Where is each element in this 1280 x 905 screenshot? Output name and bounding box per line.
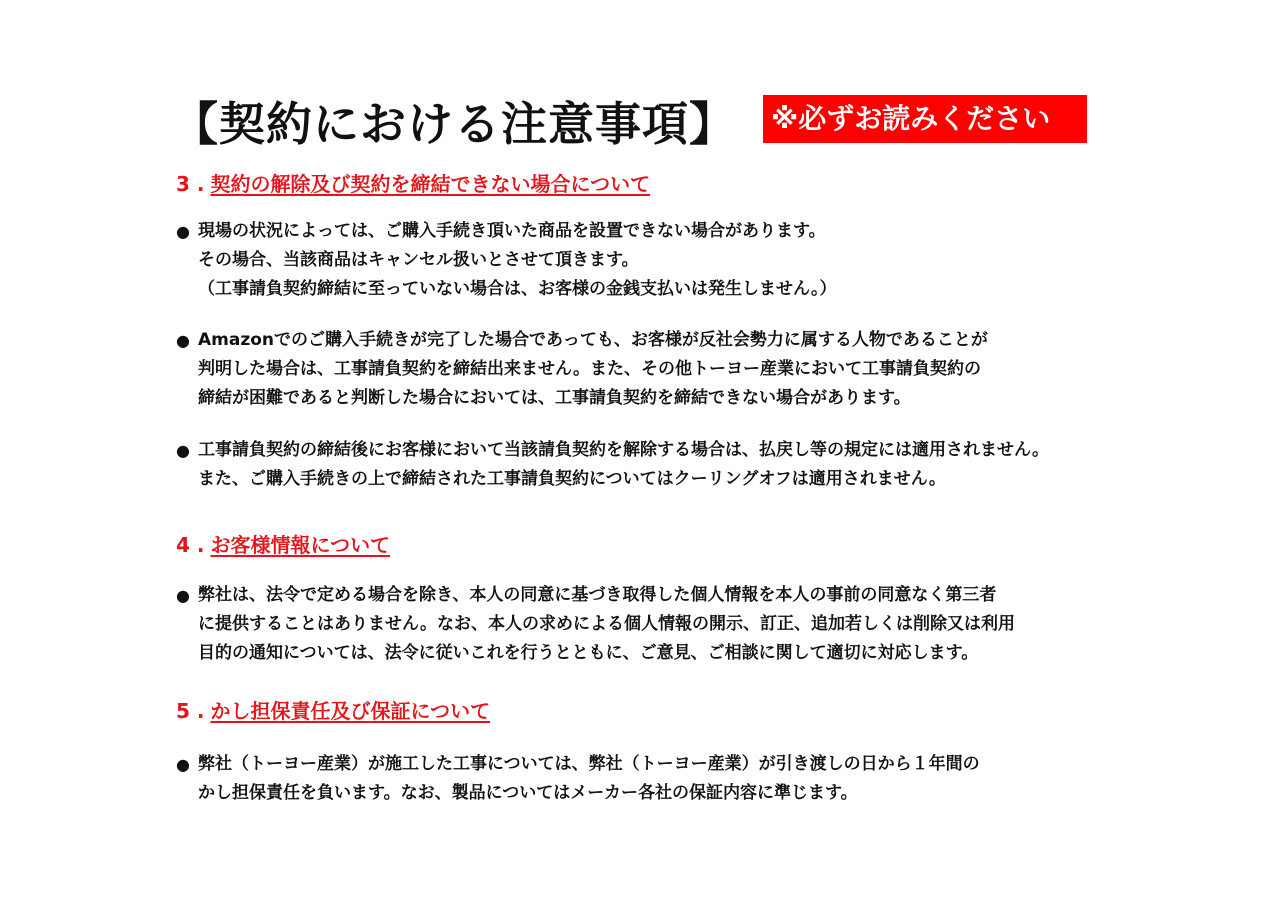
bullet-line: 判明した場合は、工事請負契約を締結出来ません。また、その他トーヨー産業において工事請負契約の [198, 359, 982, 379]
bullet-line: かし担保責任を負います。なお、製品についてはメーカー各社の保証内容に準じます。 [198, 783, 858, 803]
bullet-line: 締結が困難であると判断した場合においては、工事請負契約を締結できない場合があります。 [198, 388, 911, 408]
bullet-line: また、ご購入手続きの上で締結された工事請負契約についてはクーリングオフは適用されません。 [198, 469, 946, 489]
bullet-line: 工事請負契約の締結後にお客様において当該請負契約を解除する場合は、払戻し等の規定には適用されません。 [198, 440, 1050, 460]
bullet-dot-icon: ● [176, 441, 190, 460]
page-title: 【契約における注意事項】 [172, 97, 736, 151]
section-heading-warranty [176, 695, 490, 724]
bullet-item [176, 436, 1049, 494]
bullet-line: に提供することはありません。なお、本人の求めによる個人情報の開示、訂正、追加若しくは削除又は利用 [198, 614, 1016, 634]
bullet-item [176, 326, 988, 413]
section-title: 契約の解除及び契約を締結できない場合について [210, 172, 651, 196]
section-number: 4 . [176, 533, 205, 557]
section-number: 5 . [176, 699, 205, 723]
section-heading-customer-info [176, 529, 390, 558]
bullet-line: 弊社（トーヨー産業）が施工した工事については、弊社（トーヨー産業）が引き渡しの日から１年間の [198, 754, 980, 774]
bullet-line: 現場の状況によっては、ご購入手続き頂いた商品を設置できない場合があります。 [198, 221, 826, 241]
bullet-line: 目的の通知については、法令に従いこれを行うとともに、ご意見、ご相談に関して適切に対応します。 [198, 643, 979, 663]
bullet-line: Amazonでのご購入手続きが完了した場合であっても、お客様が反社会勢力に属する人物であることが [198, 330, 988, 350]
section-title: かし担保責任及び保証について [210, 699, 491, 723]
bullet-item [176, 217, 837, 304]
bullet-line: その場合、当該商品はキャンセル扱いとさせて頂きます。 [198, 250, 639, 270]
bullet-item [176, 750, 980, 808]
bullet-line: 弊社は、法令で定める場合を除き、本人の同意に基づき取得した個人情報を本人の事前の同意なく第三者 [198, 585, 997, 605]
section-heading-cancellation [176, 168, 650, 197]
bullet-dot-icon: ● [176, 222, 190, 241]
bullet-dot-icon: ● [176, 755, 190, 774]
section-number: 3 . [176, 172, 205, 196]
bullet-line: （工事請負契約締結に至っていない場合は、お客様の金銭支払いは発生しません。） [198, 279, 837, 299]
must-read-badge: ※必ずお読みください [763, 95, 1087, 143]
bullet-item [176, 581, 1015, 668]
bullet-dot-icon: ● [176, 586, 190, 605]
section-title: お客様情報について [210, 533, 391, 557]
bullet-dot-icon: ● [176, 331, 190, 350]
